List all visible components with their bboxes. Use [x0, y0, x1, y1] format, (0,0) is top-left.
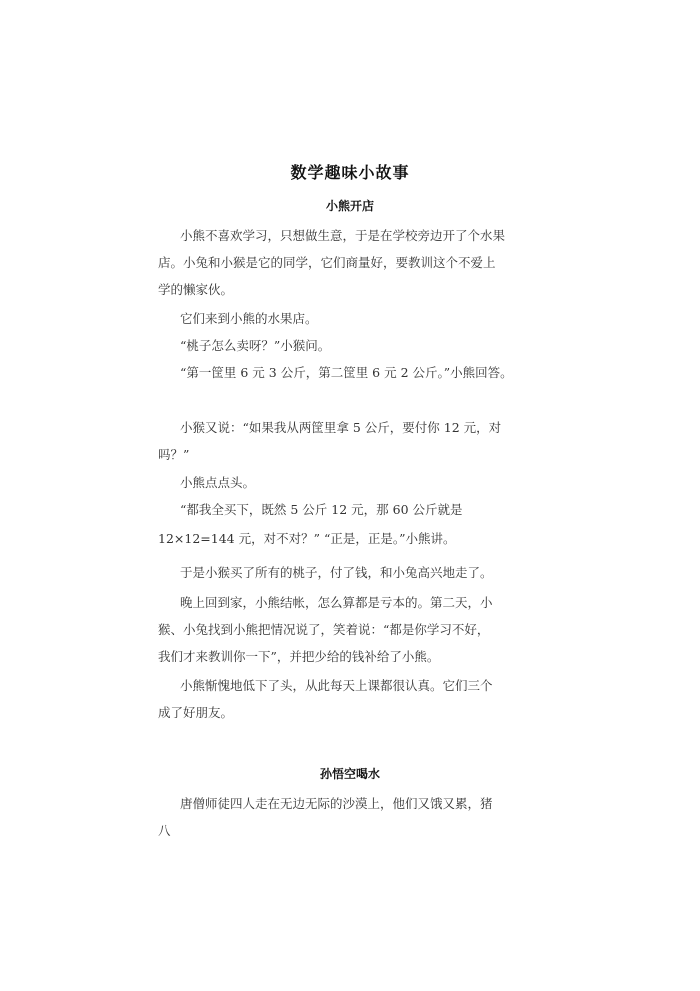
- paragraph-line: 学的懒家伙。: [158, 282, 234, 297]
- paragraph-line: 它们来到小熊的水果店。: [180, 311, 318, 326]
- paragraph-line: 12×12=144 元，对不对？” “正是，正是。”小熊讲。: [158, 531, 456, 546]
- paragraph-line: “桃子怎么卖呀？”小猴问。: [180, 338, 331, 353]
- paragraph-line: 成了好朋友。: [158, 705, 234, 720]
- paragraph-line: 店。小兔和小猴是它的同学，它们商量好，要教训这个不爱上: [158, 255, 496, 270]
- document-title: 数学趣味小故事: [290, 163, 410, 182]
- paragraph-line: 于是小猴买了所有的桃子，付了钱，和小兔高兴地走了。: [180, 565, 493, 580]
- paragraph-line: “第一筐里 6 元 3 公斤，第二筐里 6 元 2 公斤。”小熊回答。: [180, 365, 513, 380]
- paragraph-line: 猴、小兔找到小熊把情况说了，笑着说：“都是你学习不好，: [158, 622, 490, 637]
- paragraph-line: 唐僧师徒四人走在无边无际的沙漠上，他们又饿又累，猪: [180, 796, 493, 811]
- paragraph-line: 吗？”: [158, 447, 190, 462]
- story-heading-2: 孙悟空喝水: [319, 767, 380, 781]
- story-heading-1: 小熊开店: [325, 199, 374, 213]
- paragraph-line: 晚上回到家，小熊结帐，怎么算都是亏本的。第二天，小: [180, 595, 493, 610]
- paragraph-line: “都我全买下，既然 5 公斤 12 元，那 60 公斤就是: [180, 502, 463, 517]
- paragraph-line: 小熊不喜欢学习，只想做生意，于是在学校旁边开了个水果: [180, 228, 506, 243]
- paragraph-line: 小猴又说：“如果我从两筐里拿 5 公斤，要付你 12 元，对: [180, 420, 502, 435]
- paragraph-line: 我们才来教训你一下”，并把少给的钱补给了小熊。: [158, 649, 440, 664]
- paragraph-line: 小熊点点头。: [180, 475, 256, 490]
- paragraph-line: 八: [158, 823, 171, 838]
- paragraph-line: 小熊惭愧地低下了头，从此每天上课都很认真。它们三个: [180, 678, 493, 693]
